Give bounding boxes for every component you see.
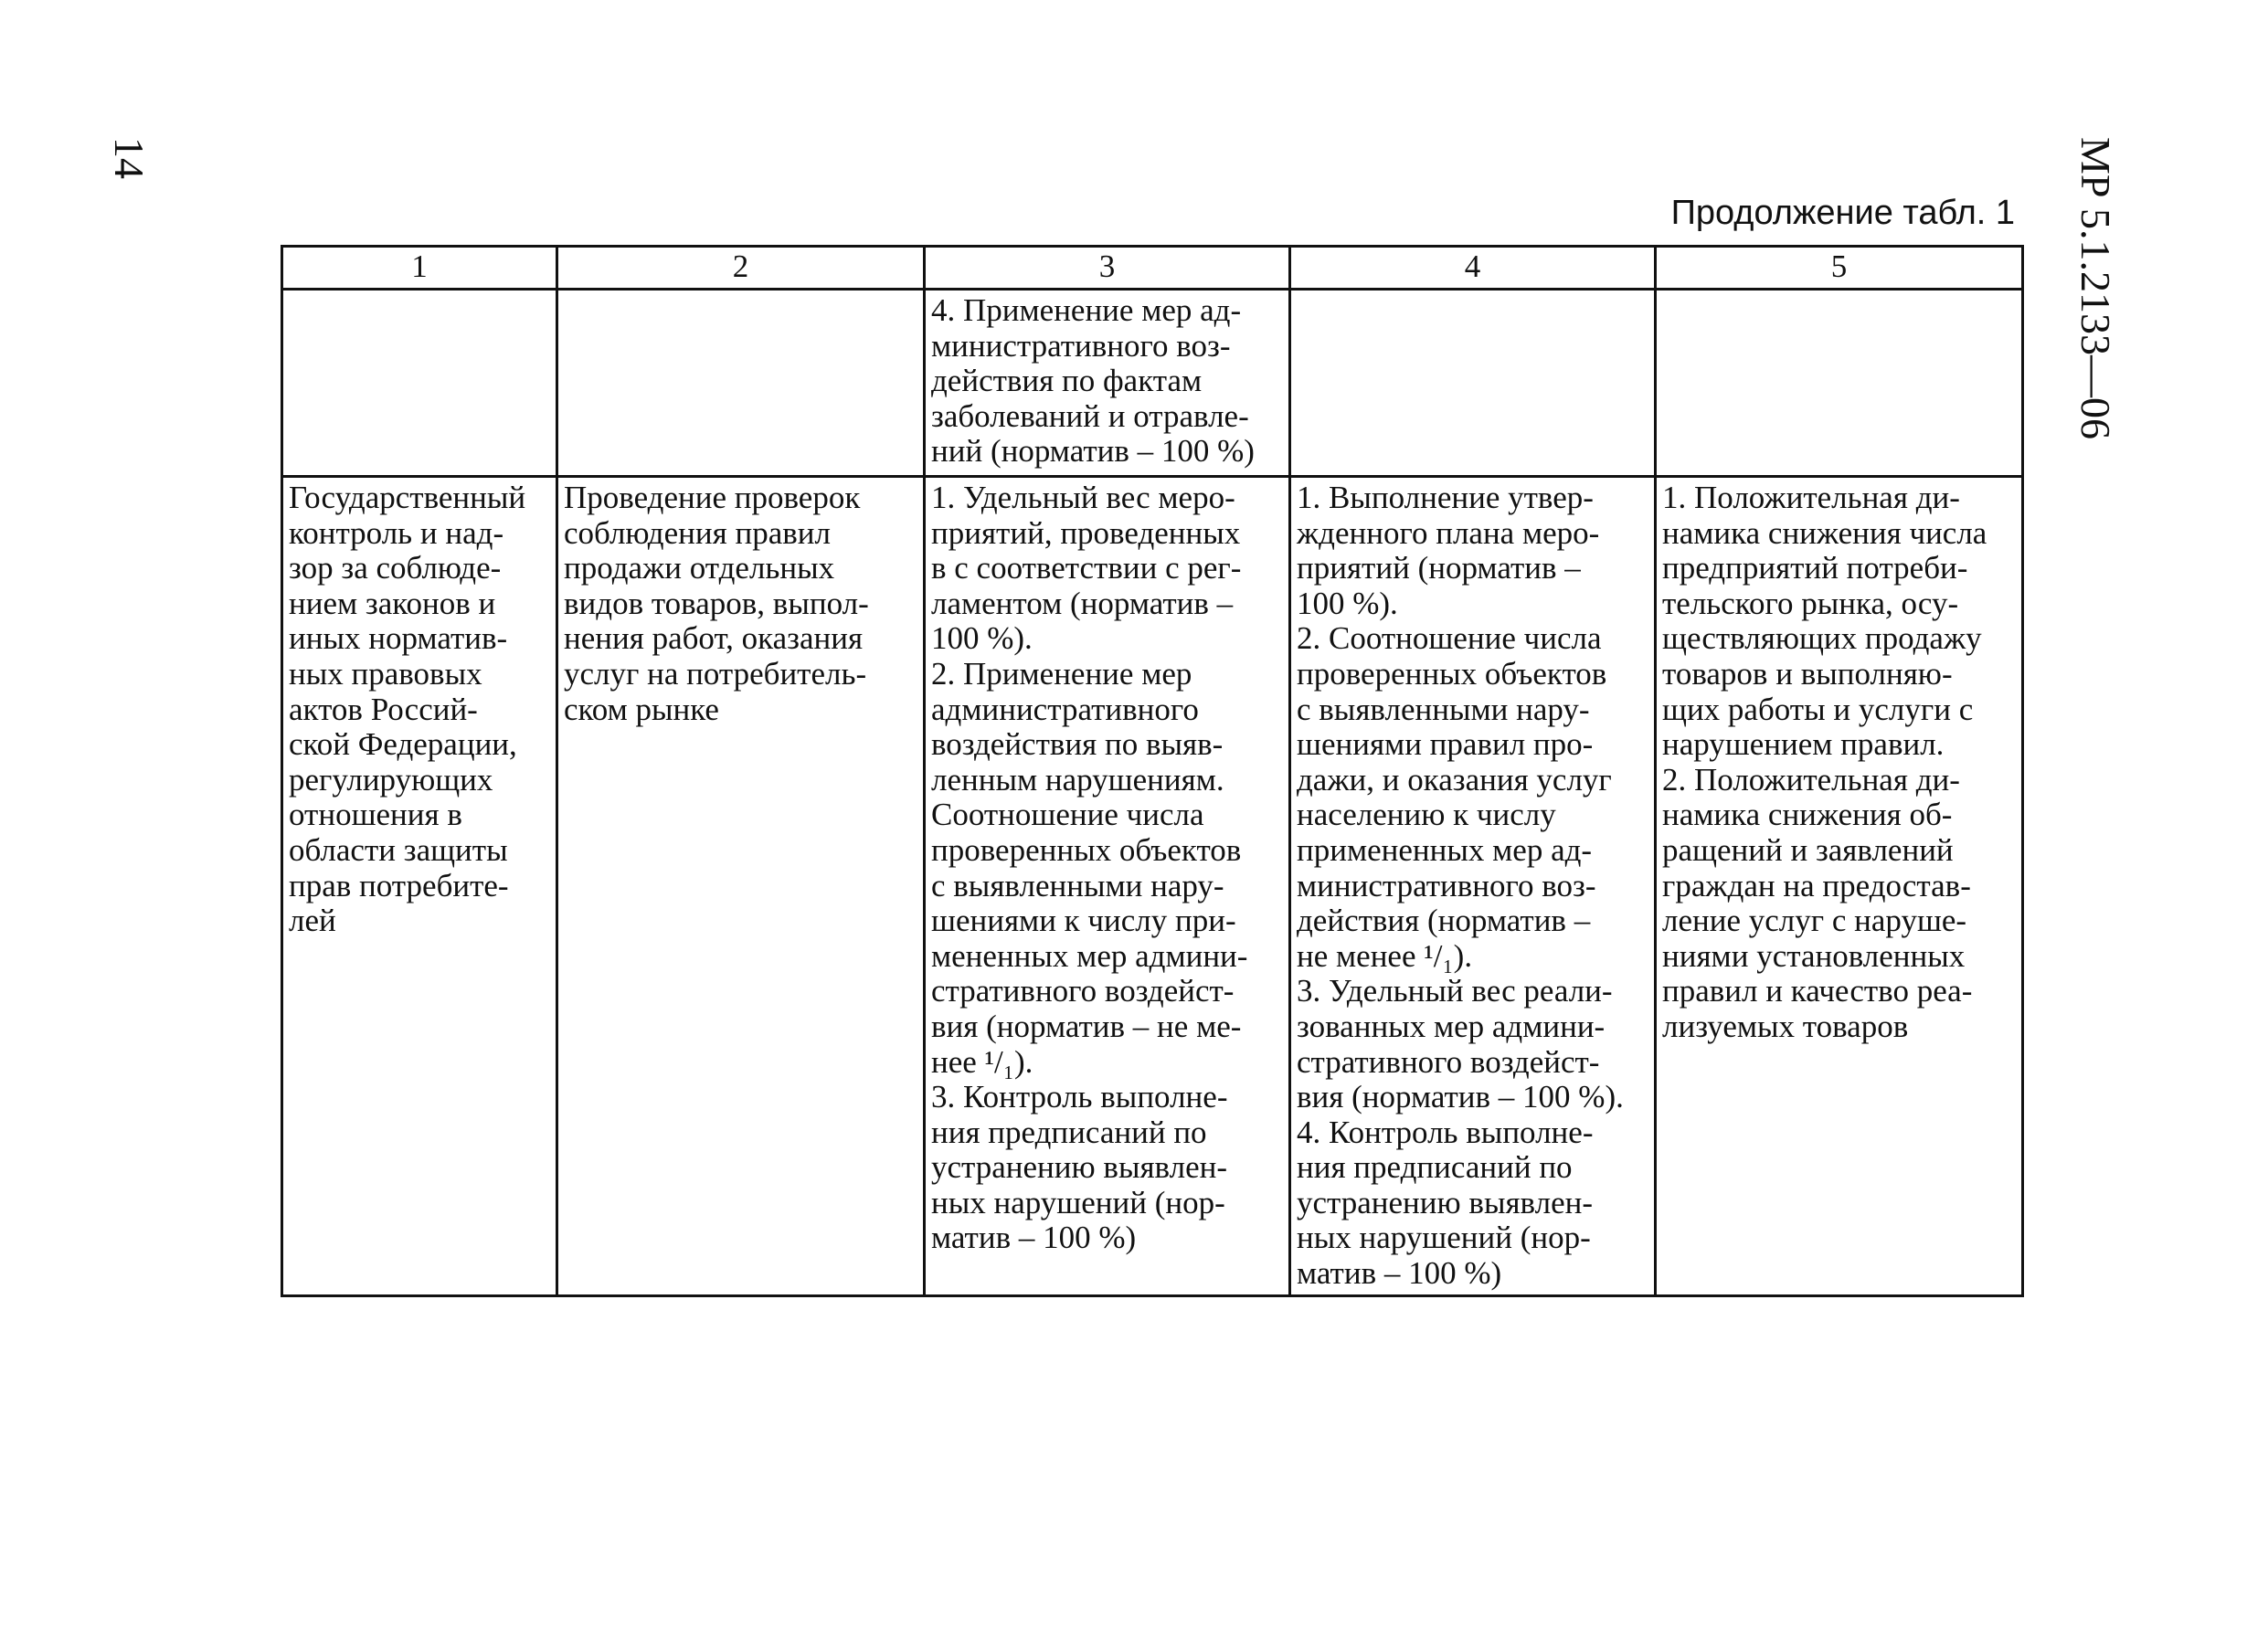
cell-text-line: Государственный — [289, 480, 526, 515]
cell-text-line: ных нарушений (нор- — [1297, 1220, 1591, 1256]
cell-text-line: министративного воз- — [931, 327, 1231, 364]
cell-text-line: ных нарушений (нор- — [931, 1184, 1225, 1220]
table-header-row — [282, 247, 2023, 290]
content-table — [281, 245, 2024, 1297]
cell-text-line: заболеваний и отравле- — [931, 397, 1249, 434]
cell-text-line: видов товаров, выпол- — [564, 585, 869, 621]
cell-text-line: населению к числу — [1297, 797, 1556, 833]
cell-text-line: регулирующих — [289, 761, 493, 798]
cell-text-line: ской Федерации, — [289, 726, 517, 763]
cell-text-line: 2. Соотношение числа — [1297, 620, 1602, 657]
cell-text-line: дажи, и оказания услуг — [1297, 761, 1612, 798]
cell-text-line: отношения в — [289, 797, 462, 833]
cell-text-line: матив – 100 %) — [1297, 1255, 1502, 1292]
table-cell — [557, 477, 925, 1296]
cell-text-line: с выявленными нару- — [931, 867, 1224, 903]
cell-text-line: тельского рынка, осу- — [1662, 585, 1959, 621]
cell-text-line: ний (норматив – 100 %) — [931, 433, 1255, 470]
table-cell — [1290, 477, 1656, 1296]
cell-text-line: 4. Контроль выполне- — [1297, 1114, 1594, 1150]
table-row — [282, 290, 2023, 477]
cell-text-line: услуг на потребитель- — [564, 655, 867, 692]
cell-text-line: предприятий потреби- — [1662, 550, 1968, 586]
document-code: МР 5.1.2133—06 — [2072, 137, 2119, 439]
header-cell: 1 — [282, 247, 557, 290]
cell-text-line: продажи отдельных — [564, 550, 835, 586]
cell-text-line: ленным нарушениям. — [931, 761, 1224, 798]
cell-text-line: 1. Удельный вес меро- — [931, 480, 1235, 515]
table-cell — [925, 477, 1290, 1296]
cell-text-line: вия (норматив – 100 %). — [1297, 1079, 1624, 1115]
cell-text-line: примененных мер ад- — [1297, 831, 1593, 868]
cell-text-line: ния предписаний по — [931, 1114, 1207, 1150]
cell-text-line: 100 %). — [1297, 585, 1398, 621]
table-cell-empty — [282, 290, 557, 477]
cell-text-line: 1. Положительная ди- — [1662, 480, 1960, 515]
cell-text-line: ных правовых — [289, 655, 482, 692]
cell-text-line: товаров и выполняю- — [1662, 655, 1953, 692]
table-caption: Продолжение табл. 1 — [1670, 194, 2015, 232]
cell-text-line: лизуемых товаров — [1662, 1008, 1909, 1044]
cell-text-line: ращений и заявлений — [1662, 831, 1954, 868]
table-row — [282, 477, 2023, 1296]
cell-text-line: соблюдения правил — [564, 514, 831, 551]
table-cell-empty — [557, 290, 925, 477]
table-cell — [925, 290, 1290, 477]
cell-text-line: стративного воздейст- — [1297, 1043, 1600, 1080]
cell-text-line: нее ¹/₁). — [931, 1043, 1033, 1080]
cell-text-line: щих работы и услуги с — [1662, 691, 1974, 727]
cell-text-line: зор за соблюде- — [289, 550, 502, 586]
cell-text-line: 1. Выполнение утвер- — [1297, 480, 1594, 515]
cell-text-line: намика снижения числа — [1662, 514, 1987, 551]
cell-text-line: приятий, проведенных — [931, 514, 1241, 551]
cell-text-line: прав потребите- — [289, 867, 509, 903]
table-cell — [282, 477, 557, 1296]
cell-text-line: устранению выявлен- — [931, 1149, 1228, 1186]
cell-text-line: административного — [931, 691, 1199, 727]
table-cell-empty — [1656, 290, 2023, 477]
cell-text-line: матив – 100 %) — [931, 1220, 1137, 1256]
cell-text-line: действия (норматив – — [1297, 903, 1591, 939]
cell-text-line: 3. Контроль выполне- — [931, 1079, 1228, 1115]
cell-text-line: нения работ, оказания — [564, 620, 864, 657]
cell-text-line: ление услуг с наруше- — [1662, 903, 1967, 939]
cell-text-line: Соотношение числа — [931, 797, 1204, 833]
cell-text-line: актов Россий- — [289, 691, 478, 727]
cell-text-line: действия по фактам — [931, 363, 1203, 399]
cell-text-line: приятий (норматив – — [1297, 550, 1581, 586]
cell-text-line: проверенных объектов — [931, 831, 1242, 868]
cell-text-line: зованных мер админи- — [1297, 1008, 1606, 1044]
cell-text-line: мененных мер админи- — [931, 937, 1248, 974]
page-number: 14 — [106, 137, 153, 179]
table-cell — [1656, 477, 2023, 1296]
cell-text-line: контроль и над- — [289, 514, 504, 551]
cell-text-line: министративного воз- — [1297, 867, 1596, 903]
cell-text-line: намика снижения об- — [1662, 797, 1953, 833]
cell-text-line: вия (норматив – не ме- — [931, 1008, 1242, 1044]
cell-text-line: лей — [289, 903, 336, 939]
cell-text-line: правил и качество реа- — [1662, 973, 1973, 1009]
cell-text-line: не менее ¹/₁). — [1297, 937, 1473, 974]
cell-text-line: Проведение проверок — [564, 480, 861, 515]
cell-text-line: 2. Применение мер — [931, 655, 1192, 692]
header-cell: 3 — [925, 247, 1290, 290]
cell-text-line: ниями установленных — [1662, 937, 1966, 974]
cell-text-line: шениями к числу при- — [931, 903, 1236, 939]
cell-text-line: 2. Положительная ди- — [1662, 761, 1960, 798]
cell-text-line: ламентом (норматив – — [931, 585, 1234, 621]
cell-text-line: ществляющих продажу — [1662, 620, 1982, 657]
cell-text-line: ском рынке — [564, 691, 719, 727]
table-cell-empty — [1290, 290, 1656, 477]
header-cell: 4 — [1290, 247, 1656, 290]
cell-text-line: 3. Удельный вес реали- — [1297, 973, 1613, 1009]
cell-text-line: области защиты — [289, 831, 508, 868]
cell-text-line: жденного плана меро- — [1297, 514, 1600, 551]
cell-text-line: 4. Применение мер ад- — [931, 292, 1242, 328]
header-cell: 2 — [557, 247, 925, 290]
cell-text-line: ния предписаний по — [1297, 1149, 1573, 1186]
cell-text-line: в с соответствии с рег- — [931, 550, 1242, 586]
header-cell: 5 — [1656, 247, 2023, 290]
cell-text-line: стративного воздейст- — [931, 973, 1235, 1009]
cell-text-line: 100 %). — [931, 620, 1033, 657]
cell-text-line: устранению выявлен- — [1297, 1184, 1594, 1220]
cell-text-line: граждан на предостав- — [1662, 867, 1971, 903]
cell-text-line: иных норматив- — [289, 620, 508, 657]
cell-text-line: воздействия по выяв- — [931, 726, 1224, 763]
cell-text-line: с выявленными нару- — [1297, 691, 1590, 727]
cell-text-line: шениями правил про- — [1297, 726, 1594, 763]
cell-text-line: нием законов и — [289, 585, 496, 621]
cell-text-line: нарушением правил. — [1662, 726, 1945, 763]
cell-text-line: проверенных объектов — [1297, 655, 1607, 692]
